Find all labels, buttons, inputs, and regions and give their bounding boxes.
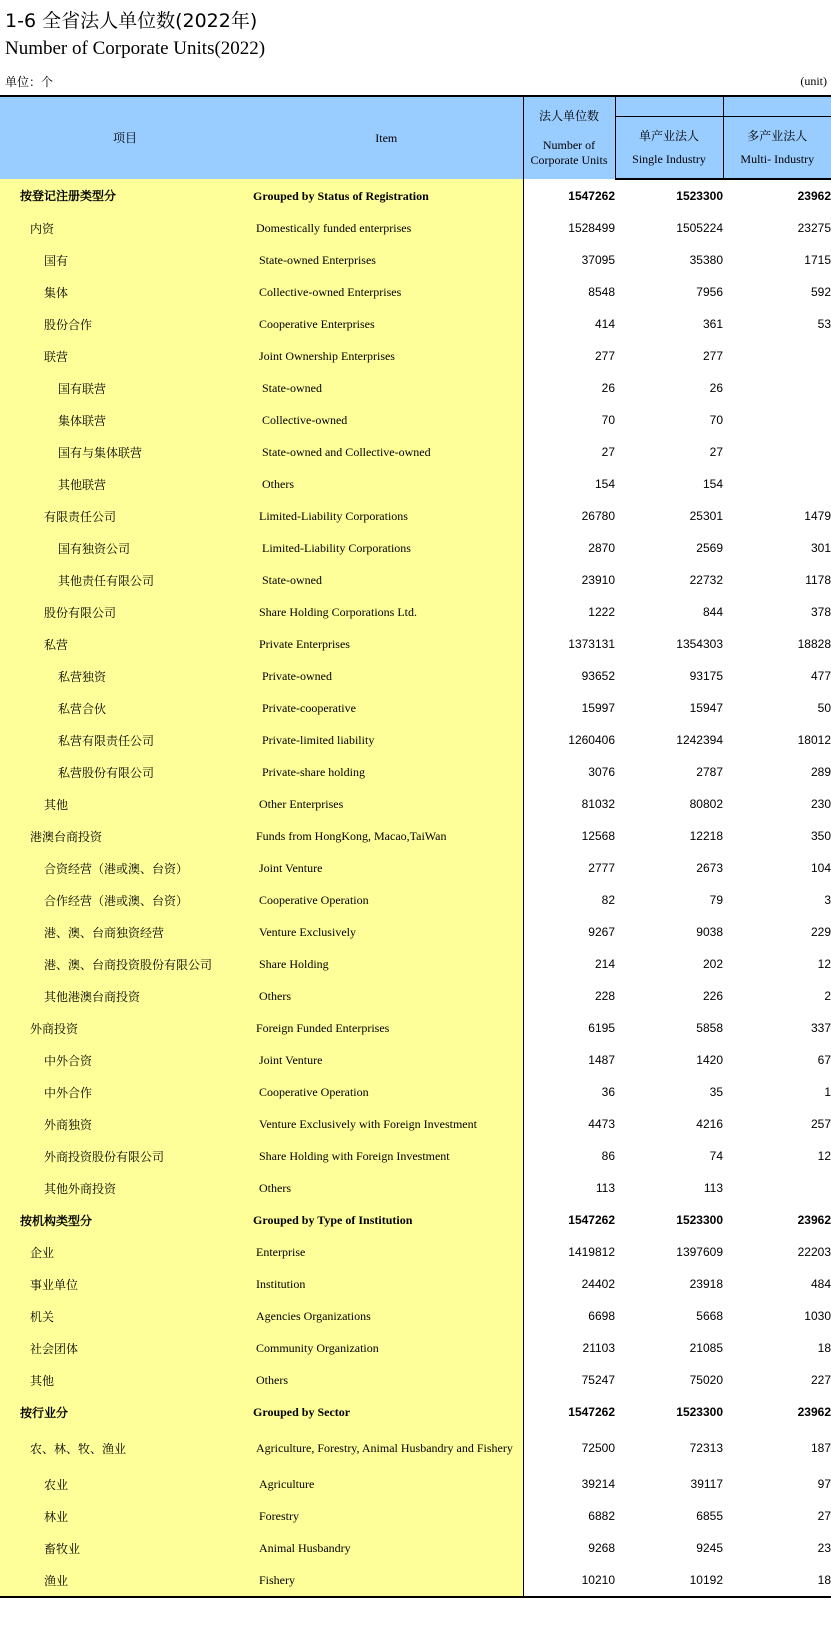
row-item-cn: 其他外商投资 bbox=[0, 1172, 250, 1204]
table-row bbox=[0, 1268, 831, 1300]
row-single-industry-value: 1420 bbox=[615, 1044, 723, 1076]
row-item-cn: 合作经营（港或澳、台资） bbox=[0, 884, 250, 916]
header-item-cn: 项目 bbox=[0, 96, 250, 179]
row-item-en: Others bbox=[250, 468, 523, 500]
row-item-en: Funds from HongKong, Macao,TaiWan bbox=[250, 820, 523, 852]
table-row bbox=[0, 1564, 831, 1597]
row-item-cn: 集体联营 bbox=[0, 404, 250, 436]
table-row bbox=[0, 1428, 831, 1468]
table-row bbox=[0, 660, 831, 692]
row-item-cn: 其他责任有限公司 bbox=[0, 564, 250, 596]
row-item-cn: 私营股份有限公司 bbox=[0, 756, 250, 788]
row-item-en: Others bbox=[250, 980, 523, 1012]
row-single-industry-value: 21085 bbox=[615, 1332, 723, 1364]
table-row bbox=[0, 788, 831, 820]
row-multi-industry-value: 2 bbox=[723, 980, 831, 1012]
row-item-en: Share Holding Corporations Ltd. bbox=[250, 596, 523, 628]
row-item-cn: 畜牧业 bbox=[0, 1532, 250, 1564]
row-item-en: Cooperative Operation bbox=[250, 884, 523, 916]
row-item-cn: 港、澳、台商独资经营 bbox=[0, 916, 250, 948]
row-multi-industry-value: 23962 bbox=[723, 1396, 831, 1428]
row-total-value: 1222 bbox=[523, 596, 615, 628]
row-total-value: 27 bbox=[523, 436, 615, 468]
row-multi-industry-value: 23 bbox=[723, 1532, 831, 1564]
unit-label-en: (unit) bbox=[800, 74, 827, 88]
row-total-value: 1260406 bbox=[523, 724, 615, 756]
table-row bbox=[0, 1532, 831, 1564]
row-multi-industry-value: 1 bbox=[723, 1076, 831, 1108]
table-row bbox=[0, 1012, 831, 1044]
row-total-value: 1547262 bbox=[523, 179, 615, 212]
row-item-cn: 事业单位 bbox=[0, 1268, 250, 1300]
table-row bbox=[0, 1108, 831, 1140]
row-single-industry-value: 226 bbox=[615, 980, 723, 1012]
row-item-cn: 外商投资股份有限公司 bbox=[0, 1140, 250, 1172]
row-multi-industry-value: 230 bbox=[723, 788, 831, 820]
row-item-en: Foreign Funded Enterprises bbox=[250, 1012, 523, 1044]
row-item-cn: 外商独资 bbox=[0, 1108, 250, 1140]
row-multi-industry-value: 3 bbox=[723, 884, 831, 916]
row-single-industry-value: 15947 bbox=[615, 692, 723, 724]
header-group-spacer-single bbox=[615, 96, 723, 117]
table-row bbox=[0, 308, 831, 340]
row-single-industry-value: 361 bbox=[615, 308, 723, 340]
row-item-en: Agriculture, Forestry, Animal Husbandry and Fishery bbox=[250, 1428, 523, 1468]
table-row bbox=[0, 724, 831, 756]
header-group-spacer-multi bbox=[723, 96, 831, 117]
row-single-industry-value: 113 bbox=[615, 1172, 723, 1204]
row-multi-industry-value: 477 bbox=[723, 660, 831, 692]
row-total-value: 39214 bbox=[523, 1468, 615, 1500]
table-row bbox=[0, 1396, 831, 1428]
row-item-cn: 渔业 bbox=[0, 1564, 250, 1597]
table-row bbox=[0, 244, 831, 276]
row-item-cn: 中外合作 bbox=[0, 1076, 250, 1108]
row-item-en: Limited-Liability Corporations bbox=[250, 500, 523, 532]
page-subtitle: Number of Corporate Units(2022) bbox=[5, 38, 266, 59]
row-item-cn: 外商投资 bbox=[0, 1012, 250, 1044]
row-multi-industry-value: 1479 bbox=[723, 500, 831, 532]
row-single-industry-value: 27 bbox=[615, 436, 723, 468]
row-total-value: 26 bbox=[523, 372, 615, 404]
row-single-industry-value: 23918 bbox=[615, 1268, 723, 1300]
table-row bbox=[0, 948, 831, 980]
row-item-cn: 合资经营（港或澳、台资） bbox=[0, 852, 250, 884]
row-total-value: 1373131 bbox=[523, 628, 615, 660]
row-item-cn: 私营独资 bbox=[0, 660, 250, 692]
row-multi-industry-value: 27 bbox=[723, 1500, 831, 1532]
row-multi-industry-value bbox=[723, 340, 831, 372]
row-total-value: 113 bbox=[523, 1172, 615, 1204]
row-multi-industry-value: 378 bbox=[723, 596, 831, 628]
row-single-industry-value: 844 bbox=[615, 596, 723, 628]
row-multi-industry-value: 23275 bbox=[723, 212, 831, 244]
table-row bbox=[0, 500, 831, 532]
row-multi-industry-value: 18 bbox=[723, 1564, 831, 1597]
table-row bbox=[0, 980, 831, 1012]
row-item-en: Private Enterprises bbox=[250, 628, 523, 660]
row-item-en: Enterprise bbox=[250, 1236, 523, 1268]
table-row bbox=[0, 372, 831, 404]
row-total-value: 1528499 bbox=[523, 212, 615, 244]
row-multi-industry-value: 337 bbox=[723, 1012, 831, 1044]
row-item-cn: 林业 bbox=[0, 1500, 250, 1532]
row-single-industry-value: 9245 bbox=[615, 1532, 723, 1564]
row-total-value: 23910 bbox=[523, 564, 615, 596]
row-total-value: 12568 bbox=[523, 820, 615, 852]
row-item-en: Share Holding with Foreign Investment bbox=[250, 1140, 523, 1172]
row-item-cn: 港、澳、台商投资股份有限公司 bbox=[0, 948, 250, 980]
row-total-value: 3076 bbox=[523, 756, 615, 788]
row-multi-industry-value: 1030 bbox=[723, 1300, 831, 1332]
row-single-industry-value: 72313 bbox=[615, 1428, 723, 1468]
row-item-cn: 国有独资公司 bbox=[0, 532, 250, 564]
row-single-industry-value: 9038 bbox=[615, 916, 723, 948]
row-multi-industry-value: 592 bbox=[723, 276, 831, 308]
row-single-industry-value: 79 bbox=[615, 884, 723, 916]
row-single-industry-value: 5668 bbox=[615, 1300, 723, 1332]
row-multi-industry-value: 18012 bbox=[723, 724, 831, 756]
table-row bbox=[0, 1500, 831, 1532]
row-single-industry-value: 277 bbox=[615, 340, 723, 372]
row-single-industry-value: 1523300 bbox=[615, 1204, 723, 1236]
row-item-cn: 内资 bbox=[0, 212, 250, 244]
row-item-en: Grouped by Sector bbox=[250, 1396, 523, 1428]
row-multi-industry-value: 104 bbox=[723, 852, 831, 884]
row-multi-industry-value: 12 bbox=[723, 1140, 831, 1172]
table-row bbox=[0, 276, 831, 308]
row-item-cn: 其他港澳台商投资 bbox=[0, 980, 250, 1012]
header-single-industry: 单产业法人 Single Industry bbox=[615, 117, 723, 180]
row-multi-industry-value: 18828 bbox=[723, 628, 831, 660]
row-item-cn: 国有联营 bbox=[0, 372, 250, 404]
row-total-value: 1419812 bbox=[523, 1236, 615, 1268]
table-row bbox=[0, 628, 831, 660]
row-multi-industry-value bbox=[723, 372, 831, 404]
row-item-en: Joint Venture bbox=[250, 1044, 523, 1076]
row-item-cn: 股份合作 bbox=[0, 308, 250, 340]
row-total-value: 4473 bbox=[523, 1108, 615, 1140]
table-row bbox=[0, 532, 831, 564]
row-single-industry-value: 74 bbox=[615, 1140, 723, 1172]
row-total-value: 414 bbox=[523, 308, 615, 340]
row-item-en: State-owned and Collective-owned bbox=[250, 436, 523, 468]
row-total-value: 24402 bbox=[523, 1268, 615, 1300]
row-single-industry-value: 5858 bbox=[615, 1012, 723, 1044]
table-row bbox=[0, 1076, 831, 1108]
row-item-en: Private-owned bbox=[250, 660, 523, 692]
row-item-cn: 有限责任公司 bbox=[0, 500, 250, 532]
row-item-en: Venture Exclusively bbox=[250, 916, 523, 948]
row-item-en: Community Organization bbox=[250, 1332, 523, 1364]
row-single-industry-value: 202 bbox=[615, 948, 723, 980]
row-multi-industry-value: 23962 bbox=[723, 1204, 831, 1236]
row-item-en: Grouped by Type of Institution bbox=[250, 1204, 523, 1236]
row-multi-industry-value: 18 bbox=[723, 1332, 831, 1364]
row-item-en: Others bbox=[250, 1172, 523, 1204]
row-single-industry-value: 1523300 bbox=[615, 179, 723, 212]
row-multi-industry-value: 53 bbox=[723, 308, 831, 340]
row-single-industry-value: 154 bbox=[615, 468, 723, 500]
row-total-value: 36 bbox=[523, 1076, 615, 1108]
table-row bbox=[0, 884, 831, 916]
row-item-cn: 联营 bbox=[0, 340, 250, 372]
table-row bbox=[0, 1204, 831, 1236]
row-total-value: 93652 bbox=[523, 660, 615, 692]
row-total-value: 228 bbox=[523, 980, 615, 1012]
row-item-en: Institution bbox=[250, 1268, 523, 1300]
table-row bbox=[0, 916, 831, 948]
row-multi-industry-value: 229 bbox=[723, 916, 831, 948]
row-item-cn: 按行业分 bbox=[0, 1396, 250, 1428]
row-total-value: 1547262 bbox=[523, 1204, 615, 1236]
row-total-value: 10210 bbox=[523, 1564, 615, 1597]
row-single-industry-value: 1242394 bbox=[615, 724, 723, 756]
row-multi-industry-value: 97 bbox=[723, 1468, 831, 1500]
row-item-en: Domestically funded enterprises bbox=[250, 212, 523, 244]
row-single-industry-value: 7956 bbox=[615, 276, 723, 308]
row-item-cn: 股份有限公司 bbox=[0, 596, 250, 628]
row-total-value: 82 bbox=[523, 884, 615, 916]
row-item-en: Venture Exclusively with Foreign Investment bbox=[250, 1108, 523, 1140]
row-item-en: Private-cooperative bbox=[250, 692, 523, 724]
row-item-en: Cooperative Operation bbox=[250, 1076, 523, 1108]
row-multi-industry-value: 67 bbox=[723, 1044, 831, 1076]
row-single-industry-value: 93175 bbox=[615, 660, 723, 692]
row-multi-industry-value: 50 bbox=[723, 692, 831, 724]
row-single-industry-value: 2569 bbox=[615, 532, 723, 564]
row-item-en: Cooperative Enterprises bbox=[250, 308, 523, 340]
row-single-industry-value: 4216 bbox=[615, 1108, 723, 1140]
row-multi-industry-value bbox=[723, 436, 831, 468]
row-single-industry-value: 1397609 bbox=[615, 1236, 723, 1268]
row-item-en: Joint Venture bbox=[250, 852, 523, 884]
header-multi-industry: 多产业法人 Multi- Industry bbox=[723, 117, 831, 180]
row-item-en: Animal Husbandry bbox=[250, 1532, 523, 1564]
table-row bbox=[0, 1044, 831, 1076]
row-item-en: Collective-owned Enterprises bbox=[250, 276, 523, 308]
row-total-value: 75247 bbox=[523, 1364, 615, 1396]
row-item-cn: 农业 bbox=[0, 1468, 250, 1500]
table-header bbox=[0, 96, 831, 179]
row-total-value: 2870 bbox=[523, 532, 615, 564]
row-item-en: Private-share holding bbox=[250, 756, 523, 788]
row-total-value: 277 bbox=[523, 340, 615, 372]
row-item-en: Others bbox=[250, 1364, 523, 1396]
row-item-en: Joint Ownership Enterprises bbox=[250, 340, 523, 372]
row-single-industry-value: 35380 bbox=[615, 244, 723, 276]
row-item-cn: 私营有限责任公司 bbox=[0, 724, 250, 756]
row-item-en: Forestry bbox=[250, 1500, 523, 1532]
row-total-value: 26780 bbox=[523, 500, 615, 532]
table-row bbox=[0, 1364, 831, 1396]
row-single-industry-value: 75020 bbox=[615, 1364, 723, 1396]
row-total-value: 37095 bbox=[523, 244, 615, 276]
row-single-industry-value: 12218 bbox=[615, 820, 723, 852]
row-total-value: 72500 bbox=[523, 1428, 615, 1468]
row-single-industry-value: 26 bbox=[615, 372, 723, 404]
row-item-cn: 其他 bbox=[0, 1364, 250, 1396]
unit-label-cn: 单位：个 bbox=[5, 75, 54, 89]
row-item-cn: 港澳台商投资 bbox=[0, 820, 250, 852]
row-single-industry-value: 6855 bbox=[615, 1500, 723, 1532]
table-row bbox=[0, 564, 831, 596]
row-multi-industry-value bbox=[723, 1172, 831, 1204]
row-single-industry-value: 10192 bbox=[615, 1564, 723, 1597]
row-single-industry-value: 35 bbox=[615, 1076, 723, 1108]
row-multi-industry-value: 1178 bbox=[723, 564, 831, 596]
row-multi-industry-value: 301 bbox=[723, 532, 831, 564]
table-row bbox=[0, 820, 831, 852]
table-row bbox=[0, 852, 831, 884]
row-total-value: 8548 bbox=[523, 276, 615, 308]
row-total-value: 6698 bbox=[523, 1300, 615, 1332]
row-single-industry-value: 80802 bbox=[615, 788, 723, 820]
row-single-industry-value: 1523300 bbox=[615, 1396, 723, 1428]
row-total-value: 9267 bbox=[523, 916, 615, 948]
table-row bbox=[0, 468, 831, 500]
row-item-en: State-owned bbox=[250, 372, 523, 404]
row-multi-industry-value: 23962 bbox=[723, 179, 831, 212]
row-item-en: Fishery bbox=[250, 1564, 523, 1597]
row-multi-industry-value: 484 bbox=[723, 1268, 831, 1300]
row-total-value: 214 bbox=[523, 948, 615, 980]
row-item-en: Agencies Organizations bbox=[250, 1300, 523, 1332]
row-item-en: Agriculture bbox=[250, 1468, 523, 1500]
row-multi-industry-value: 187 bbox=[723, 1428, 831, 1468]
row-total-value: 2777 bbox=[523, 852, 615, 884]
table-row bbox=[0, 436, 831, 468]
row-single-industry-value: 1354303 bbox=[615, 628, 723, 660]
row-multi-industry-value: 257 bbox=[723, 1108, 831, 1140]
row-multi-industry-value: 22203 bbox=[723, 1236, 831, 1268]
row-item-cn: 企业 bbox=[0, 1236, 250, 1268]
row-multi-industry-value: 227 bbox=[723, 1364, 831, 1396]
row-item-en: Limited-Liability Corporations bbox=[250, 532, 523, 564]
table-row bbox=[0, 179, 831, 212]
page-title: 1-6 全省法人单位数(2022年) bbox=[5, 10, 258, 32]
table-row bbox=[0, 1140, 831, 1172]
row-item-en: Collective-owned bbox=[250, 404, 523, 436]
row-item-cn: 按登记注册类型分 bbox=[0, 179, 250, 212]
row-total-value: 6195 bbox=[523, 1012, 615, 1044]
row-total-value: 9268 bbox=[523, 1532, 615, 1564]
row-item-en: Other Enterprises bbox=[250, 788, 523, 820]
table-row bbox=[0, 692, 831, 724]
corporate-units-table bbox=[0, 95, 831, 1598]
row-item-cn: 国有 bbox=[0, 244, 250, 276]
row-total-value: 1547262 bbox=[523, 1396, 615, 1428]
row-multi-industry-value bbox=[723, 404, 831, 436]
row-single-industry-value: 2787 bbox=[615, 756, 723, 788]
row-item-en: State-owned Enterprises bbox=[250, 244, 523, 276]
table-row bbox=[0, 756, 831, 788]
table-row bbox=[0, 404, 831, 436]
header-total: 法人单位数 Number of Corporate Units bbox=[523, 96, 615, 179]
row-single-industry-value: 22732 bbox=[615, 564, 723, 596]
row-item-cn: 私营合伙 bbox=[0, 692, 250, 724]
table-row bbox=[0, 1172, 831, 1204]
table-row bbox=[0, 596, 831, 628]
row-multi-industry-value: 289 bbox=[723, 756, 831, 788]
row-total-value: 70 bbox=[523, 404, 615, 436]
row-multi-industry-value: 350 bbox=[723, 820, 831, 852]
row-multi-industry-value: 1715 bbox=[723, 244, 831, 276]
row-total-value: 6882 bbox=[523, 1500, 615, 1532]
row-item-cn: 机关 bbox=[0, 1300, 250, 1332]
row-single-industry-value: 2673 bbox=[615, 852, 723, 884]
table-row bbox=[0, 340, 831, 372]
row-total-value: 154 bbox=[523, 468, 615, 500]
row-item-en: State-owned bbox=[250, 564, 523, 596]
row-item-cn: 其他 bbox=[0, 788, 250, 820]
row-item-cn: 集体 bbox=[0, 276, 250, 308]
table-row bbox=[0, 1236, 831, 1268]
row-total-value: 21103 bbox=[523, 1332, 615, 1364]
row-single-industry-value: 1505224 bbox=[615, 212, 723, 244]
row-item-en: Share Holding bbox=[250, 948, 523, 980]
row-single-industry-value: 70 bbox=[615, 404, 723, 436]
table-body bbox=[0, 179, 831, 1597]
row-total-value: 15997 bbox=[523, 692, 615, 724]
row-item-cn: 国有与集体联营 bbox=[0, 436, 250, 468]
row-item-en: Private-limited liability bbox=[250, 724, 523, 756]
row-total-value: 86 bbox=[523, 1140, 615, 1172]
table-row bbox=[0, 1468, 831, 1500]
row-item-en: Grouped by Status of Registration bbox=[250, 179, 523, 212]
header-item-en: Item bbox=[250, 96, 523, 179]
row-single-industry-value: 25301 bbox=[615, 500, 723, 532]
row-item-cn: 中外合资 bbox=[0, 1044, 250, 1076]
row-multi-industry-value: 12 bbox=[723, 948, 831, 980]
table-row bbox=[0, 1332, 831, 1364]
table-row bbox=[0, 1300, 831, 1332]
row-single-industry-value: 39117 bbox=[615, 1468, 723, 1500]
row-total-value: 1487 bbox=[523, 1044, 615, 1076]
row-multi-industry-value bbox=[723, 468, 831, 500]
row-item-cn: 其他联营 bbox=[0, 468, 250, 500]
row-item-cn: 社会团体 bbox=[0, 1332, 250, 1364]
row-total-value: 81032 bbox=[523, 788, 615, 820]
row-item-cn: 按机构类型分 bbox=[0, 1204, 250, 1236]
row-item-cn: 农、林、牧、渔业 bbox=[0, 1428, 250, 1468]
table-row bbox=[0, 212, 831, 244]
row-item-cn: 私营 bbox=[0, 628, 250, 660]
